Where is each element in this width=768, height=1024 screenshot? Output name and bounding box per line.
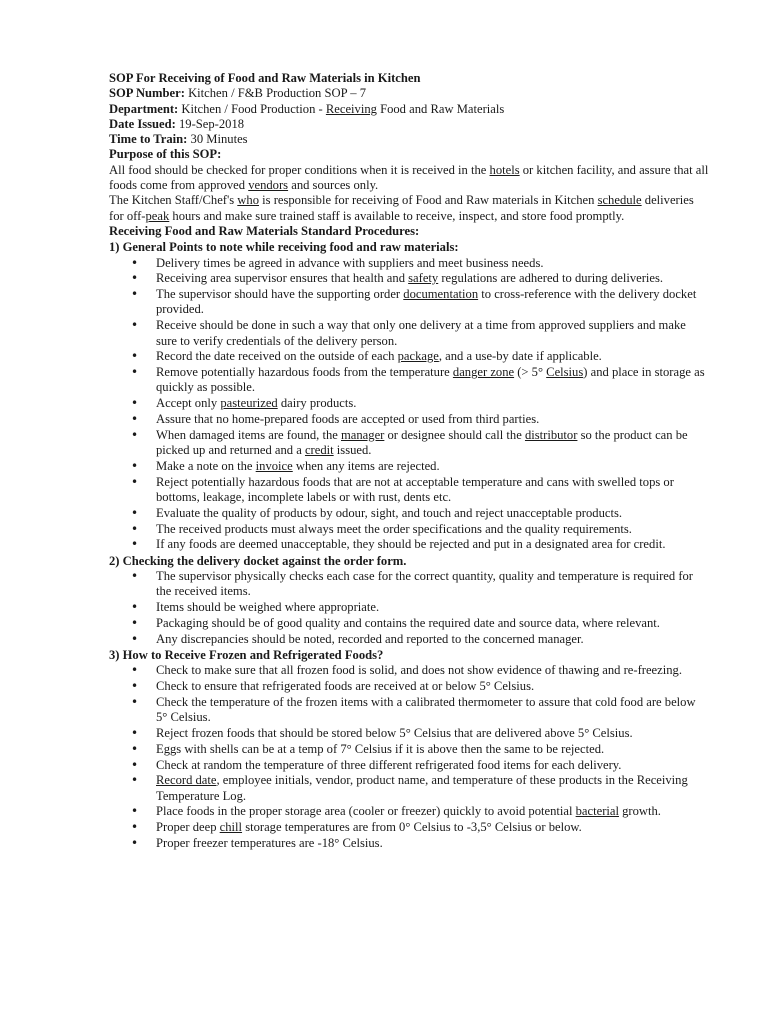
list-item xyxy=(109,820,709,835)
item-text: Evaluate the quality of products by odour, sight, and touch and reject unacceptable products. xyxy=(156,505,623,520)
procedure-sections xyxy=(109,240,709,851)
item-text: Proper freezer temperatures are -18° Celsius. xyxy=(156,836,383,851)
list-item xyxy=(109,679,709,694)
section-heading: 1) General Points to note while receiving food and raw materials: xyxy=(109,240,459,255)
item-text: , and a use-by date if applicable. xyxy=(438,349,602,364)
hotels-link[interactable]: hotels xyxy=(489,162,520,177)
procedure-section-3 xyxy=(109,648,709,851)
purpose-text: and sources only. xyxy=(288,178,379,193)
list-item xyxy=(109,742,709,757)
item-text: Remove potentially hazardous foods from the temperature xyxy=(156,365,453,380)
bullet-list xyxy=(109,663,709,851)
list-item xyxy=(109,726,709,741)
item-text: Delivery times be agreed in advance with suppliers and meet business needs. xyxy=(156,255,544,270)
date-issued-line xyxy=(109,117,709,132)
department-value-pre: Kitchen / Food Production - xyxy=(181,101,326,116)
item-text: When damaged items are found, the xyxy=(156,427,341,442)
item-text: Check to make sure that all frozen food is solid, and does not show evidence of thawing and re-freezing. xyxy=(156,663,682,678)
list-item xyxy=(109,318,709,349)
item-text: Accept only xyxy=(156,396,221,411)
vendors-link[interactable]: vendors xyxy=(248,178,289,193)
list-item xyxy=(109,412,709,427)
danger-zone-link[interactable]: danger zone xyxy=(452,365,515,380)
list-item xyxy=(109,632,709,647)
item-text: Make a note on the xyxy=(156,458,256,473)
list-item xyxy=(109,365,709,396)
item-text: Eggs with shells can be at a temp of 7° Celsius if it is above then the same to be rejected. xyxy=(156,741,605,756)
item-text: (> 5° xyxy=(514,365,547,380)
item-text: issued. xyxy=(333,443,372,458)
item-text: Check the temperature of the frozen items with a calibrated thermometer to assure that cold food are below 5° Celsius. xyxy=(156,694,696,725)
list-item xyxy=(109,663,709,678)
bacterial-link[interactable]: bacterial xyxy=(575,804,619,819)
list-item xyxy=(109,396,709,411)
item-text: Record the date received on the outside of each xyxy=(156,349,398,364)
item-text: If any foods are deemed unacceptable, they should be rejected and put in a designated area for credit. xyxy=(156,537,666,552)
package-link[interactable]: package xyxy=(397,349,439,364)
list-item xyxy=(109,287,709,318)
distributor-link[interactable]: distributor xyxy=(524,427,578,442)
credit-link[interactable]: credit xyxy=(304,443,334,458)
purpose-heading xyxy=(109,147,709,162)
schedule-link[interactable]: schedule xyxy=(597,193,642,208)
time-to-train-value: 30 Minutes xyxy=(190,132,248,147)
item-text: Place foods in the proper storage area (cooler or freezer) quickly to avoid potential xyxy=(156,804,576,819)
purpose-text: The Kitchen Staff/Chef's xyxy=(109,193,238,208)
item-text: , employee initials, vendor, product name, and temperature of these products in the Receiving Temperature Log. xyxy=(156,773,688,803)
section-heading: 2) Checking the delivery docket against the order form. xyxy=(109,553,407,568)
item-text: Items should be weighed where appropriate. xyxy=(156,600,380,615)
item-text: so the product can be picked up and returned and a xyxy=(156,427,688,458)
item-text: regulations are adhered to during deliveries. xyxy=(438,271,664,286)
manager-link[interactable]: manager xyxy=(341,427,385,442)
list-item xyxy=(109,804,709,819)
list-item xyxy=(109,773,709,804)
safety-link[interactable]: safety xyxy=(408,271,439,286)
list-item xyxy=(109,271,709,286)
purpose-heading-text: Purpose of this SOP: xyxy=(109,147,222,162)
list-item xyxy=(109,349,709,364)
date-issued-label: Date Issued: xyxy=(109,116,176,131)
bullet-list xyxy=(109,569,709,647)
list-item xyxy=(109,256,709,271)
item-text: Reject potentially hazardous foods that are not at acceptable temperature and cans with swelled tops or bottoms, leakage, incomplete labels or with rust, dents etc. xyxy=(156,474,674,505)
list-item xyxy=(109,569,709,600)
sop-document xyxy=(109,71,709,852)
section-heading: 3) How to Receive Frozen and Refrigerated Foods? xyxy=(109,647,384,662)
item-text: or designee should call the xyxy=(384,427,525,442)
pasteurized-link[interactable]: pasteurized xyxy=(220,396,278,411)
bullet-list xyxy=(109,256,709,553)
purpose-text: deliveries for off- xyxy=(109,193,694,223)
list-item xyxy=(109,506,709,521)
celsius-link[interactable]: Celsius xyxy=(546,365,584,380)
title-text: SOP For Receiving of Food and Raw Materials in Kitchen xyxy=(109,71,421,85)
item-text: Receive should be done in such a way that only one delivery at a time from approved suppliers and make sure to verify credentials of the delivery person. xyxy=(156,318,686,348)
list-item xyxy=(109,600,709,615)
item-text: growth. xyxy=(618,804,661,819)
procedures-heading-text: Receiving Food and Raw Materials Standard Procedures: xyxy=(109,223,420,238)
record-date-link[interactable]: Record date xyxy=(156,773,217,788)
item-text: dairy products. xyxy=(277,396,357,411)
purpose-paragraph-2 xyxy=(109,193,709,224)
item-text: storage temperatures are from 0° Celsius to -3,5° Celsius or below. xyxy=(242,820,582,835)
who-link[interactable]: who xyxy=(237,193,259,208)
peak-link[interactable]: peak xyxy=(145,208,170,223)
procedure-section-1 xyxy=(109,240,709,552)
time-to-train-label: Time to Train: xyxy=(109,132,188,147)
time-to-train-line xyxy=(109,132,709,147)
item-text: Packaging should be of good quality and contains the required date and source data, where relevant. xyxy=(156,615,660,630)
list-item xyxy=(109,459,709,474)
item-text: Proper deep xyxy=(156,820,220,835)
item-text: The supervisor should have the supporting order xyxy=(156,287,404,302)
list-item xyxy=(109,695,709,726)
department-line xyxy=(109,102,709,117)
item-text: Reject frozen foods that should be stored below 5° Celsius that are delivered above 5° Celsius. xyxy=(156,725,633,740)
item-text: Assure that no home-prepared foods are accepted or used from third parties. xyxy=(156,412,540,427)
document-title xyxy=(109,71,709,86)
item-text: Receiving area supervisor ensures that health and xyxy=(156,271,409,286)
purpose-text: is responsible for receiving of Food and Raw materials in Kitchen xyxy=(259,193,598,208)
list-item xyxy=(109,616,709,631)
purpose-paragraph-1 xyxy=(109,163,709,194)
invoice-link[interactable]: invoice xyxy=(255,458,293,473)
list-item xyxy=(109,537,709,552)
list-item xyxy=(109,522,709,537)
list-item xyxy=(109,758,709,773)
date-issued-value: 19-Sep-2018 xyxy=(178,116,245,131)
item-text: when any items are rejected. xyxy=(292,458,440,473)
item-text: Check at random the temperature of three different refrigerated food items for each delivery. xyxy=(156,757,622,772)
item-text: The received products must always meet the order specifications and the quality requirements. xyxy=(156,521,632,536)
sop-number-line xyxy=(109,86,709,101)
department-label: Department: xyxy=(109,101,179,116)
item-text: ) and place in storage as quickly as possible. xyxy=(156,365,705,395)
item-text: Check to ensure that refrigerated foods are received at or below 5° Celsius. xyxy=(156,679,535,694)
list-item xyxy=(109,836,709,851)
list-item xyxy=(109,428,709,459)
item-text: Any discrepancies should be noted, recorded and reported to the concerned manager. xyxy=(156,631,584,646)
documentation-link[interactable]: documentation xyxy=(403,287,479,302)
department-value-post: Food and Raw Materials xyxy=(376,101,505,116)
procedures-heading xyxy=(109,224,709,239)
purpose-text: All food should be checked for proper conditions when it is received in the xyxy=(109,162,490,177)
item-text: The supervisor physically checks each case for the correct quantity, quality and temperature is required for the received items. xyxy=(156,569,693,599)
sop-number-label: SOP Number: xyxy=(109,86,185,101)
purpose-text: or kitchen facility, and assure that all foods come from approved xyxy=(109,162,709,193)
department-receiving-link[interactable]: Receiving xyxy=(325,101,377,116)
sop-number-value: Kitchen / F&B Production SOP – 7 xyxy=(188,86,367,101)
purpose-text: hours and make sure trained staff is available to receive, inspect, and store food promptly. xyxy=(169,208,625,223)
item-text: to cross-reference with the delivery docket provided. xyxy=(156,287,697,317)
list-item xyxy=(109,475,709,506)
chill-link[interactable]: chill xyxy=(219,820,243,835)
procedure-section-2 xyxy=(109,554,709,647)
